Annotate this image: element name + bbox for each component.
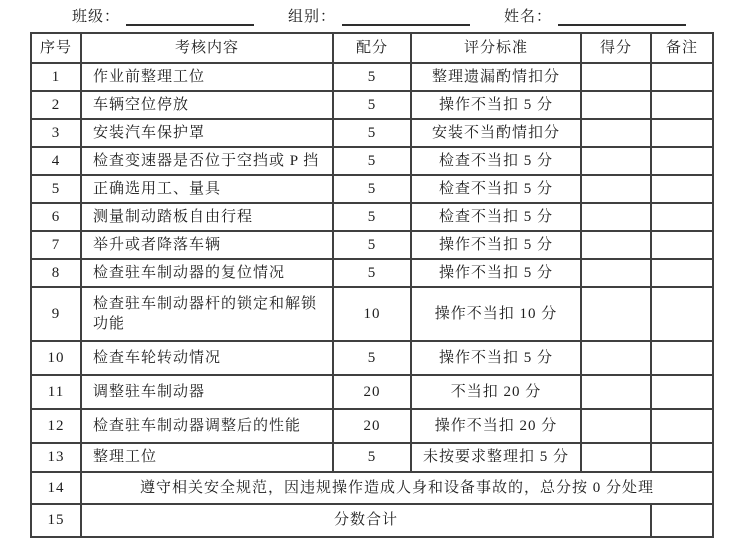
- row-number-cell: 7: [31, 231, 81, 259]
- class-blank-line: [126, 8, 254, 26]
- score-cell: [581, 409, 651, 443]
- content-cell: 安装汽车保护罩: [81, 119, 333, 147]
- safety-rule-cell: 遵守相关安全规范，因违规操作造成人身和设备事故的，总分按 0 分处理: [81, 472, 713, 504]
- note-cell: [651, 443, 713, 472]
- note-cell: [651, 375, 713, 409]
- table-row: [31, 443, 713, 472]
- criteria-cell: 操作不当扣 5 分: [411, 231, 581, 259]
- row-number-cell: 3: [31, 119, 81, 147]
- row-number-cell: 9: [31, 287, 81, 341]
- table-row: [31, 63, 713, 91]
- points-cell: 5: [333, 259, 411, 287]
- score-cell: [581, 231, 651, 259]
- points-cell: 10: [333, 287, 411, 341]
- score-cell: [581, 443, 651, 472]
- criteria-cell: 操作不当扣 5 分: [411, 259, 581, 287]
- name-label: 姓名：: [504, 9, 553, 25]
- score-cell: [581, 175, 651, 203]
- table-row: [31, 287, 713, 341]
- content-cell: 检查驻车制动器的复位情况: [81, 259, 333, 287]
- content-cell: 检查驻车制动器调整后的性能: [81, 409, 333, 443]
- safety-rule-row: [31, 472, 713, 504]
- group-field: [288, 8, 470, 26]
- name-field: [504, 8, 686, 26]
- criteria-cell: 不当扣 20 分: [411, 375, 581, 409]
- score-cell: [581, 63, 651, 91]
- content-cell: 调整驻车制动器: [81, 375, 333, 409]
- form-header-line: [0, 0, 732, 26]
- column-header-no: 序号: [31, 33, 81, 63]
- points-cell: 5: [333, 147, 411, 175]
- content-cell: 检查车轮转动情况: [81, 341, 333, 375]
- points-cell: 5: [333, 91, 411, 119]
- criteria-cell: 操作不当扣 20 分: [411, 409, 581, 443]
- row-number-cell: 4: [31, 147, 81, 175]
- column-header-points: 配分: [333, 33, 411, 63]
- note-cell: [651, 175, 713, 203]
- note-cell: [651, 63, 713, 91]
- row-number-cell: 12: [31, 409, 81, 443]
- row-number-cell: 14: [31, 472, 81, 504]
- table-header-row: [31, 33, 713, 63]
- criteria-cell: 未按要求整理扣 5 分: [411, 443, 581, 472]
- note-cell: [651, 504, 713, 537]
- table-row: [31, 203, 713, 231]
- note-cell: [651, 341, 713, 375]
- points-cell: 5: [333, 341, 411, 375]
- score-cell: [581, 203, 651, 231]
- points-cell: 20: [333, 409, 411, 443]
- table-row: [31, 91, 713, 119]
- score-cell: [581, 147, 651, 175]
- note-cell: [651, 259, 713, 287]
- note-cell: [651, 147, 713, 175]
- score-cell: [581, 375, 651, 409]
- row-number-cell: 5: [31, 175, 81, 203]
- class-field: [72, 8, 254, 26]
- content-cell: 测量制动踏板自由行程: [81, 203, 333, 231]
- content-cell: 检查驻车制动器杆的锁定和解锁功能: [81, 287, 333, 341]
- criteria-cell: 操作不当扣 5 分: [411, 91, 581, 119]
- criteria-cell: 检查不当扣 5 分: [411, 203, 581, 231]
- assessment-table: [30, 32, 714, 538]
- score-cell: [581, 91, 651, 119]
- group-blank-line: [342, 8, 470, 26]
- table-row: [31, 259, 713, 287]
- criteria-cell: 整理遗漏酌情扣分: [411, 63, 581, 91]
- criteria-cell: 操作不当扣 5 分: [411, 341, 581, 375]
- score-cell: [581, 259, 651, 287]
- table-row: [31, 147, 713, 175]
- table-row: [31, 175, 713, 203]
- column-header-score: 得分: [581, 33, 651, 63]
- total-score-row: [31, 504, 713, 537]
- group-label: 组别：: [288, 9, 337, 25]
- content-cell: 举升或者降落车辆: [81, 231, 333, 259]
- score-cell: [581, 119, 651, 147]
- table-row: [31, 231, 713, 259]
- row-number-cell: 11: [31, 375, 81, 409]
- row-number-cell: 15: [31, 504, 81, 537]
- note-cell: [651, 287, 713, 341]
- class-label: 班级：: [72, 9, 121, 25]
- name-blank-line: [558, 8, 686, 26]
- points-cell: 5: [333, 175, 411, 203]
- row-number-cell: 13: [31, 443, 81, 472]
- criteria-cell: 检查不当扣 5 分: [411, 175, 581, 203]
- points-cell: 5: [333, 119, 411, 147]
- column-header-content: 考核内容: [81, 33, 333, 63]
- total-score-label-cell: 分数合计: [81, 504, 651, 537]
- score-cell: [581, 287, 651, 341]
- row-number-cell: 8: [31, 259, 81, 287]
- note-cell: [651, 119, 713, 147]
- row-number-cell: 2: [31, 91, 81, 119]
- row-number-cell: 10: [31, 341, 81, 375]
- table-row: [31, 409, 713, 443]
- note-cell: [651, 231, 713, 259]
- content-cell: 正确选用工、量具: [81, 175, 333, 203]
- points-cell: 5: [333, 63, 411, 91]
- points-cell: 20: [333, 375, 411, 409]
- note-cell: [651, 91, 713, 119]
- content-cell: 车辆空位停放: [81, 91, 333, 119]
- column-header-criteria: 评分标准: [411, 33, 581, 63]
- note-cell: [651, 203, 713, 231]
- content-cell: 整理工位: [81, 443, 333, 472]
- points-cell: 5: [333, 231, 411, 259]
- points-cell: 5: [333, 203, 411, 231]
- criteria-cell: 检查不当扣 5 分: [411, 147, 581, 175]
- note-cell: [651, 409, 713, 443]
- table-row: [31, 119, 713, 147]
- criteria-cell: 安装不当酌情扣分: [411, 119, 581, 147]
- column-header-note: 备注: [651, 33, 713, 63]
- table-row: [31, 375, 713, 409]
- row-number-cell: 1: [31, 63, 81, 91]
- content-cell: 检查变速器是否位于空挡或 P 挡: [81, 147, 333, 175]
- row-number-cell: 6: [31, 203, 81, 231]
- score-cell: [581, 341, 651, 375]
- criteria-cell: 操作不当扣 10 分: [411, 287, 581, 341]
- content-cell: 作业前整理工位: [81, 63, 333, 91]
- table-row: [31, 341, 713, 375]
- points-cell: 5: [333, 443, 411, 472]
